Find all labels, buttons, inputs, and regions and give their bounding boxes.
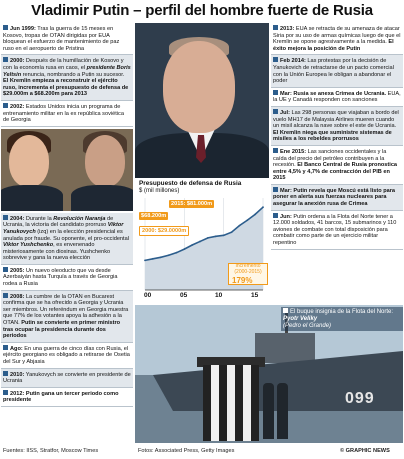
timeline-entry-2008: 2008: La cumbre de la OTAN en Bucarest confirma que se ha ofrecido a Georgia y Ucrania ser miembros. Un referéndum en Georgia muestra que 77% de los votantes apoya la adhesión a la OTAN. Putin se convierte en primer ministro tras ocupar la presidencia durante dos periodos [1, 291, 133, 343]
start-value-label: 2000: $29.0000m [139, 226, 189, 236]
sources-credit: Fuentes: IISS, Stratfor, Moscow Times [3, 448, 99, 454]
bullet-square-icon [3, 215, 8, 220]
data-point [215, 235, 217, 237]
data-point [191, 244, 193, 246]
suit-shape [1, 185, 63, 211]
increase-label: Incremento (2000-2015) [234, 263, 262, 275]
data-point [144, 259, 146, 261]
guard-booth [203, 365, 259, 441]
timeline-entry-2012: 2012: Putin gana un tercer periodo como presidente [1, 388, 133, 407]
data-point [168, 254, 170, 256]
putin-face [163, 41, 235, 133]
defense-budget-chart [135, 178, 269, 305]
graphic-news-credit: © GRAPHIC NEWS [340, 448, 390, 454]
bullet-square-icon [3, 25, 8, 30]
bullet-square-icon [3, 267, 8, 272]
data-point [183, 248, 185, 250]
data-point [199, 241, 201, 243]
bullet-square-icon [273, 25, 278, 30]
timeline-entry-2004: 2004: Durante la Revolución Naranja de Ucrania, la victoria del candidato prorruso Viktor Yanukovych (izq) en la elección presidencial es anulada por fraude. Su oponente, el pro-occidental Viktor Yushchenko, es envenenado misteriosamente con dioxinas. Yushchenko sobrevive y gana la nueva elección [1, 213, 133, 265]
timeline-entry-ago-2008: Ago: En una guerra de cinco días con Rusia, el ejército georgiano es obligado a retirarse de Osetia del Sur y Abjasia [1, 343, 133, 369]
page-title: Vladimir Putin – perfil del hombre fuerte de Rusia [31, 2, 373, 19]
photos-credit: Fotos: Associated Press, Getty Images [138, 448, 235, 454]
x-tick-label: 05 [180, 292, 188, 299]
timeline-entry-feb-2014: Feb 2014: Las protestas por la decisión de Yanukovich de retractarse de un pacto comercial con la Unión Europea le obligan a abandonar el poder [271, 55, 403, 87]
bullet-square-icon [3, 293, 8, 298]
end-value-label: 2015: $81.000m [171, 201, 213, 207]
data-point [223, 234, 225, 236]
left-timeline [1, 23, 133, 442]
data-point [231, 231, 233, 233]
bullet-square-icon [273, 109, 278, 114]
x-tick-label: 00 [144, 292, 152, 299]
suit-shape [71, 185, 133, 211]
soldier-figure [277, 383, 288, 439]
data-point [239, 225, 241, 227]
hull-number: 099 [345, 390, 375, 407]
data-point [262, 206, 264, 208]
data-point [254, 213, 256, 215]
increase-percent: 179% [232, 276, 253, 285]
bullet-square-icon [3, 371, 8, 376]
x-tick-label: 10 [215, 292, 223, 299]
timeline-entry-jul-2014: Jul: Las 298 personas que viajaban a bordo del vuelo MH17 de Malaysia Airlines mueren cuando un misil alcanza la nave sobre el este de Ucrania. El Kremlin niega que suministre sistemas de misiles a los rebeldes prorrusos [271, 107, 403, 146]
soldier-figure [263, 383, 274, 439]
bullet-square-icon [3, 103, 8, 108]
data-point [152, 258, 154, 260]
bullet-square-icon [3, 57, 8, 62]
timeline-entry-2013: 2013: EUA se retracta de su amenaza de atacar Siria por su uso de armas químicas luego de que el Kremlin se opone agresivamente a la medida. El éxito mejora la posición de Putin [271, 23, 403, 55]
chart-svg [135, 178, 269, 305]
bullet-square-icon [283, 308, 288, 313]
timeline-entry-jun-1999: Jun 1999: Tras la guerra de 15 meses en Kosovo, tropas de OTAN dirigidas por EUA bloquean el esfuerzo de mantenimiento de paz ruso en el aeropuerto de Pristina [1, 23, 133, 55]
portrait-photos [1, 129, 133, 211]
data-point [176, 252, 178, 254]
x-tick-label: 15 [251, 292, 259, 299]
data-point [207, 237, 209, 239]
bullet-square-icon [273, 187, 278, 192]
data-point [160, 256, 162, 258]
footer [0, 444, 404, 459]
chart-title: Presupuesto de defensa de Rusia [139, 180, 242, 187]
yushchenko-portrait [85, 135, 125, 187]
putin-portrait-photo [135, 23, 269, 178]
ship-caption: El buque insignia de la Flota del Norte: Pyotr Veliky (Pedro el Grande) [281, 307, 403, 331]
timeline-entry-2002: 2002: Estados Unidos inicia un programa de entrenamiento militar en la ex república soviética de Georgia [1, 101, 133, 127]
right-timeline [271, 23, 403, 304]
bullet-square-icon [273, 213, 278, 218]
chart-unit: $ (mil millones) [139, 188, 180, 194]
yanukovych-portrait [9, 135, 49, 187]
timeline-entry-mar-2015: Mar: Putin revela que Moscú está listo para poner en alerta sus fuerzas nucleares para asegurar la anexión rusa de Crimea [271, 185, 403, 211]
timeline-entry-ene-2015: Ene 2015: Las sanciones occidentales y la caída del precio del petróleo contribuyen a la recesión. El Banco Central de Rusia pronostica entre 4,5% y 4,7% de contracción del PIB en 2015 [271, 146, 403, 185]
timeline-entry-2010: 2010: Yanukovych se convierte en presidente de Ucrania [1, 369, 133, 388]
bullet-square-icon [273, 57, 278, 62]
bullet-square-icon [273, 148, 278, 153]
bullet-square-icon [273, 90, 278, 95]
bullet-square-icon [3, 345, 8, 350]
data-point [246, 219, 248, 221]
timeline-entry-2000: 2000: Después de la humillación de Kosovo y con la economía rusa en caos, el presidente Boris Yeltsin renuncia, nombrando a Putin su sucesor. El Kremlin empieza a reconstruir el ejército ruso, incrementa el presupuesto de defensa de $29.000m a $68.200m para 2013 [1, 55, 133, 101]
timeline-entry-jun-2015: Jun: Putin ordena a la Flota del Norte tener a 12.000 soldados, 41 barcos, 15 submarinos y 110 aviones de combate con total disposición para combatir como parte de un ejercicio militar repentino [271, 211, 403, 250]
timeline-entry-2005: 2005: Un nuevo oleoducto que va desde Azerbaiyán hasta Turquía a través de Georgia rodea a Rusia [1, 265, 133, 291]
timeline-entry-mar-2014: Mar: Rusia se anexa Crimea de Ucrania. EUA, la UE y Canadá responden con sanciones [271, 88, 403, 107]
warship-photo [135, 305, 403, 443]
mid-value-label: $68.200m [141, 213, 167, 219]
bullet-square-icon [3, 390, 8, 395]
